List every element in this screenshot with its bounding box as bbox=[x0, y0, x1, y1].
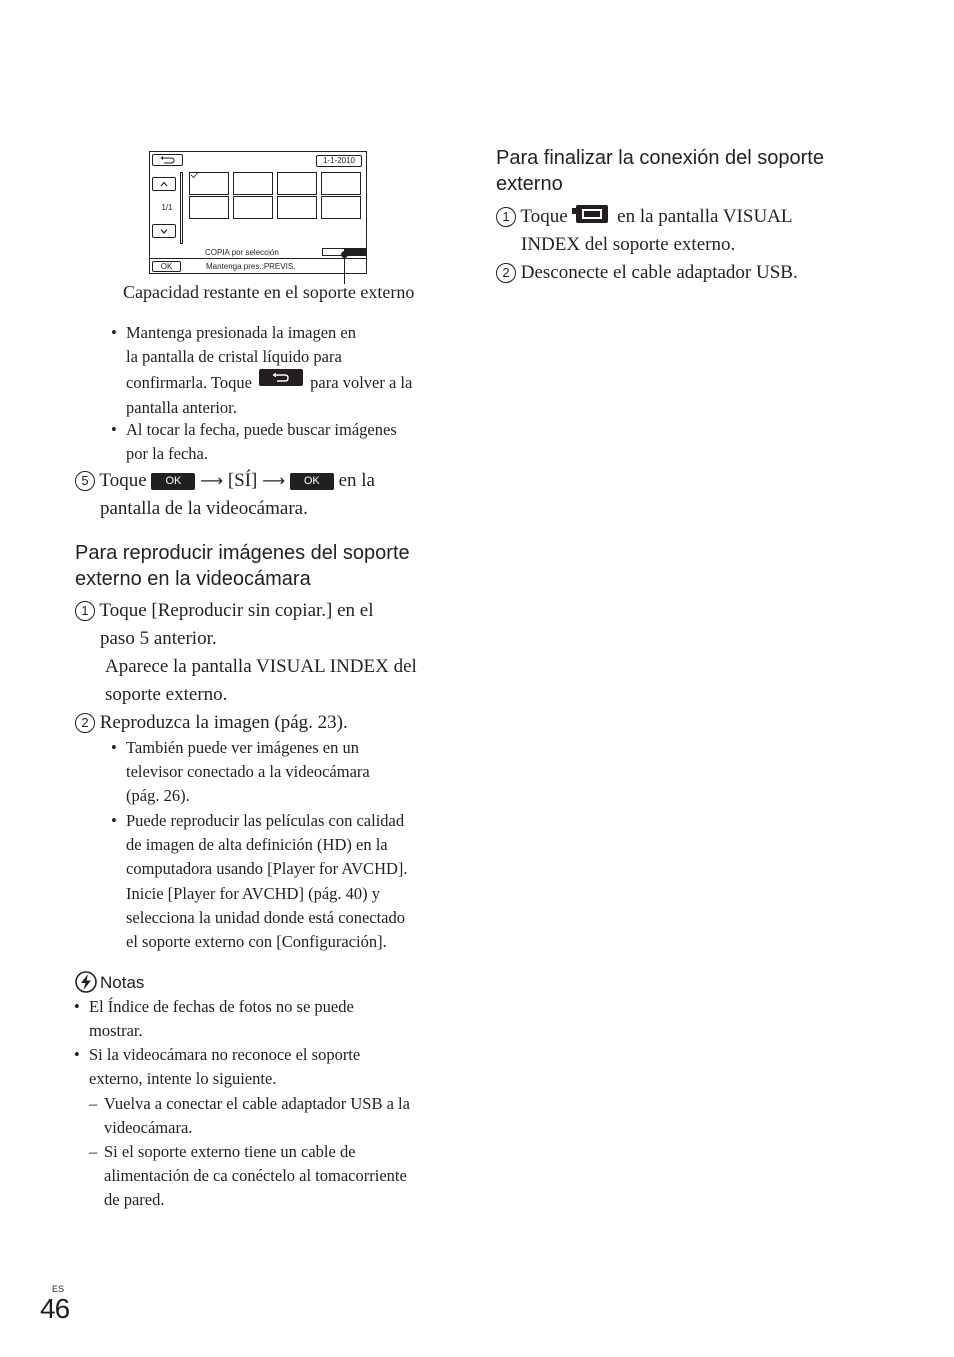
thumbnail[interactable] bbox=[277, 172, 317, 195]
back-button[interactable] bbox=[152, 154, 183, 166]
note-line: mostrar. bbox=[89, 1021, 143, 1041]
thumbnail[interactable] bbox=[189, 172, 229, 195]
page-number: 46 bbox=[40, 1293, 70, 1324]
notes-warning-icon bbox=[75, 971, 97, 993]
step-number: 2 bbox=[75, 713, 95, 733]
heading-line: externo en la videocámara bbox=[75, 568, 311, 590]
divider bbox=[150, 258, 366, 259]
ok-label: OK bbox=[160, 262, 173, 271]
lcd-screen-diagram bbox=[149, 151, 367, 274]
bullet-item bbox=[111, 418, 451, 466]
bullet-dot: • bbox=[111, 420, 117, 439]
dash: – bbox=[89, 1142, 98, 1161]
note-item bbox=[74, 1043, 454, 1091]
bullet-dot: • bbox=[74, 997, 80, 1016]
bullet-dot: • bbox=[111, 811, 117, 830]
note-line: Vuelva a conectar el cable adaptador USB a la bbox=[104, 1094, 410, 1113]
step-line: Aparece la pantalla VISUAL INDEX del bbox=[105, 656, 417, 677]
chevron-up-icon bbox=[153, 178, 175, 190]
step-text: Desconecte el cable adaptador USB. bbox=[520, 262, 798, 283]
bullet-line: por la fecha. bbox=[126, 444, 208, 464]
bullet-line: Inicie [Player for AVCHD] (pág. 40) y bbox=[126, 883, 381, 903]
note-line: alimentación de ca conéctelo al tomacorriente bbox=[104, 1166, 407, 1186]
bullet-line: Al tocar la fecha, puede buscar imágenes bbox=[126, 420, 397, 439]
bullet-line bbox=[126, 369, 451, 395]
scrollbar[interactable] bbox=[180, 172, 183, 244]
thumbnail[interactable] bbox=[277, 196, 317, 219]
thumbnail[interactable] bbox=[321, 172, 361, 195]
chevron-down-icon bbox=[153, 225, 175, 237]
step-text: Toque [Reproducir sin copiar.] en el bbox=[99, 600, 374, 621]
thumbnail[interactable] bbox=[189, 196, 229, 219]
ok-button[interactable] bbox=[152, 261, 181, 272]
step-line bbox=[75, 467, 455, 495]
bullet-line: (pág. 26). bbox=[126, 786, 190, 806]
copy-selection-label: COPIA por selección bbox=[205, 248, 279, 257]
step-line bbox=[75, 597, 455, 625]
arrow-right-icon: ⟶ bbox=[262, 471, 286, 490]
thumbnail[interactable] bbox=[233, 196, 273, 219]
step-line bbox=[496, 259, 896, 287]
ok-button-icon: OK bbox=[290, 473, 334, 490]
note-line: Si la videocámara no reconoce el soporte bbox=[89, 1045, 361, 1064]
thumbnail[interactable] bbox=[321, 196, 361, 219]
bullet-line: el soporte externo con [Configuración]. bbox=[126, 932, 387, 952]
return-button-icon bbox=[259, 369, 303, 386]
scroll-up-button[interactable] bbox=[152, 177, 176, 191]
language-code: ES bbox=[52, 1284, 65, 1294]
heading-line: Para reproducir imágenes del soporte bbox=[75, 542, 410, 564]
note-line: videocámara. bbox=[104, 1118, 193, 1138]
note-line: Si el soporte externo tiene un cable de bbox=[104, 1142, 356, 1161]
section-heading bbox=[496, 145, 876, 197]
note-line: de pared. bbox=[104, 1190, 165, 1210]
step-number: 2 bbox=[496, 263, 516, 283]
step-5 bbox=[75, 467, 455, 523]
arrow-right-icon: ⟶ bbox=[200, 471, 224, 490]
bullet-item bbox=[111, 809, 456, 954]
bullet-line: También puede ver imágenes en un bbox=[126, 738, 359, 757]
bullet-line: la pantalla de cristal líquido para bbox=[126, 347, 342, 367]
step-line: soporte externo. bbox=[105, 684, 228, 705]
note-line: El Índice de fechas de fotos no se puede bbox=[89, 997, 354, 1016]
step-text: en la bbox=[338, 470, 375, 491]
page-counter: 1/1 bbox=[161, 203, 173, 212]
scroll-down-button[interactable] bbox=[152, 224, 176, 238]
bullet-dot: • bbox=[74, 1045, 80, 1064]
date-label: 1-1-2010 bbox=[322, 156, 356, 165]
note-line: externo, intente lo siguiente. bbox=[89, 1069, 277, 1089]
bullet-text: para volver a la bbox=[310, 373, 413, 393]
step-text: Reproduzca la imagen (pág. 23). bbox=[99, 712, 348, 733]
notes-title-text: Notas bbox=[100, 973, 145, 992]
bullet-line: selecciona la unidad donde está conectado bbox=[126, 907, 406, 927]
note-item bbox=[74, 995, 454, 1043]
dash: – bbox=[89, 1094, 98, 1113]
play-step-1 bbox=[75, 597, 455, 737]
section-heading bbox=[75, 540, 455, 592]
step-line: paso 5 anterior. bbox=[100, 628, 217, 649]
step-line: pantalla de la videocámara. bbox=[100, 498, 308, 519]
bullet-dot: • bbox=[111, 323, 117, 342]
bullet-item bbox=[111, 321, 451, 420]
step-text: Toque bbox=[99, 470, 147, 491]
bullet-line: de imagen de alta definición (HD) en la bbox=[126, 835, 388, 855]
bullet-item bbox=[111, 736, 456, 809]
bullet-dot: • bbox=[111, 738, 117, 757]
heading-line: externo bbox=[496, 173, 563, 195]
diagram-caption: Capacidad restante en el soporte externo bbox=[123, 282, 415, 302]
ok-button-icon: OK bbox=[151, 473, 195, 490]
step-number: 5 bbox=[75, 471, 95, 491]
end-steps bbox=[496, 202, 896, 287]
bullet-line: computadora usando [Player for AVCHD]. bbox=[126, 859, 408, 879]
camera-mode-icon bbox=[572, 202, 612, 226]
note-dash-item bbox=[89, 1092, 459, 1140]
step-text: [SÍ] bbox=[227, 470, 258, 491]
step-number: 1 bbox=[496, 207, 516, 227]
note-dash-item bbox=[89, 1140, 459, 1213]
step-number: 1 bbox=[75, 601, 95, 621]
pointer-dot bbox=[341, 251, 348, 258]
heading-line: Para finalizar la conexión del soporte bbox=[496, 147, 824, 169]
step-line: INDEX del soporte externo. bbox=[521, 234, 736, 255]
bullet-line: pantalla anterior. bbox=[126, 397, 237, 417]
step-line bbox=[75, 709, 455, 737]
step-text: Toque bbox=[520, 206, 568, 227]
date-button[interactable] bbox=[316, 155, 362, 167]
step-text: en la pantalla VISUAL bbox=[617, 206, 793, 227]
bullet-line: Mantenga presionada la imagen en bbox=[126, 323, 356, 342]
hold-preview-label: Mantenga pres.:PREVIS. bbox=[206, 262, 296, 271]
bullet-line: Puede reproducir las películas con calidad bbox=[126, 811, 405, 830]
bullet-text: confirmarla. Toque bbox=[126, 373, 252, 393]
step-line bbox=[496, 202, 896, 231]
return-arrow-icon bbox=[153, 155, 182, 165]
thumbnail[interactable] bbox=[233, 172, 273, 195]
bullet-line: televisor conectado a la videocámara bbox=[126, 762, 370, 782]
